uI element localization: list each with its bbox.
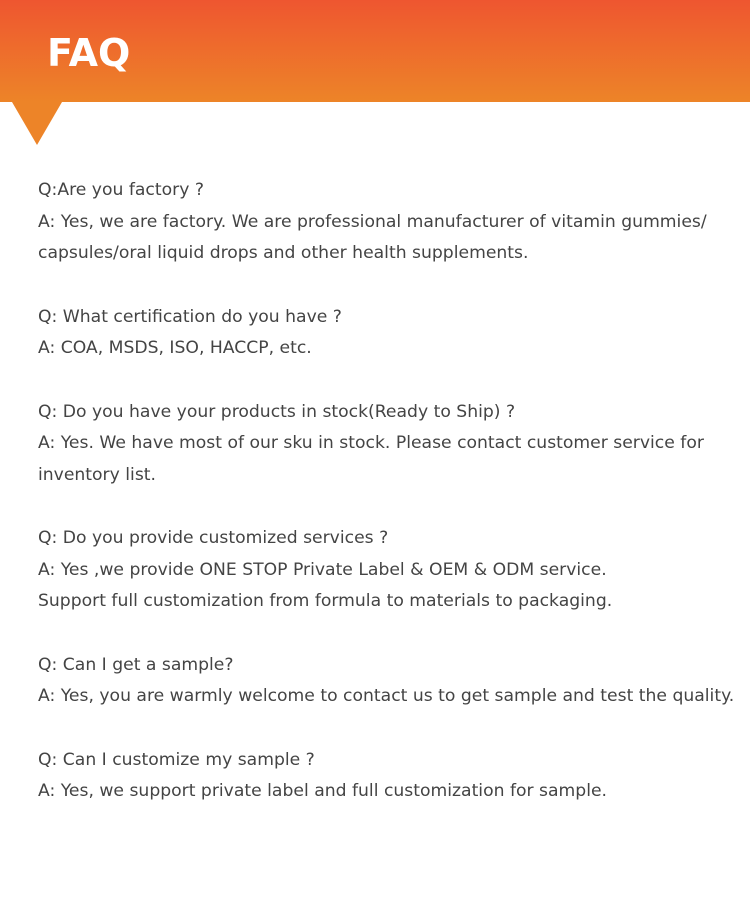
faq-question: Q: Do you provide customized services ?: [38, 528, 389, 548]
faq-answer-line: Support full customization from formula to materials to packaging.: [38, 591, 613, 611]
faq-answer-line: A: Yes, we support private label and full customization for sample.: [38, 781, 608, 801]
faq-item: [38, 302, 743, 365]
faq-item: [38, 175, 743, 270]
faq-item: [38, 523, 743, 618]
faq-answer-line: inventory list.: [38, 464, 156, 485]
faq-question: Q: Can I get a sample?: [38, 654, 234, 675]
banner-pointer-shape: [12, 102, 62, 145]
faq-answer-line: A: COA, MSDS, ISO, HACCP, etc.: [38, 338, 312, 358]
faq-banner: [0, 0, 750, 102]
faq-answer-line: capsules/oral liquid drops and other health supplements.: [38, 243, 529, 263]
faq-question: Q:Are you factory ?: [38, 180, 204, 200]
faq-item: [38, 650, 743, 713]
faq-question: Q: Can I customize my sample ?: [38, 749, 315, 770]
faq-answer-line: A: Yes ,we provide ONE STOP Private Label & OEM & ODM service.: [38, 559, 607, 580]
faq-item: [38, 745, 743, 808]
faq-item: [38, 397, 743, 492]
page-title: FAQ: [47, 31, 131, 75]
faq-answer-line: A: Yes. We have most of our sku in stock. Please contact customer service for: [38, 433, 704, 453]
faq-answer-line: A: Yes, we are factory. We are professional manufacturer of vitamin gummies/: [38, 211, 707, 232]
faq-question: Q: Do you have your products in stock(Ready to Ship) ?: [38, 401, 516, 422]
faq-list: [38, 175, 743, 840]
faq-question: Q: What certification do you have ?: [38, 306, 342, 327]
faq-answer-line: A: Yes, you are warmly welcome to contact us to get sample and test the quality.: [38, 686, 735, 706]
